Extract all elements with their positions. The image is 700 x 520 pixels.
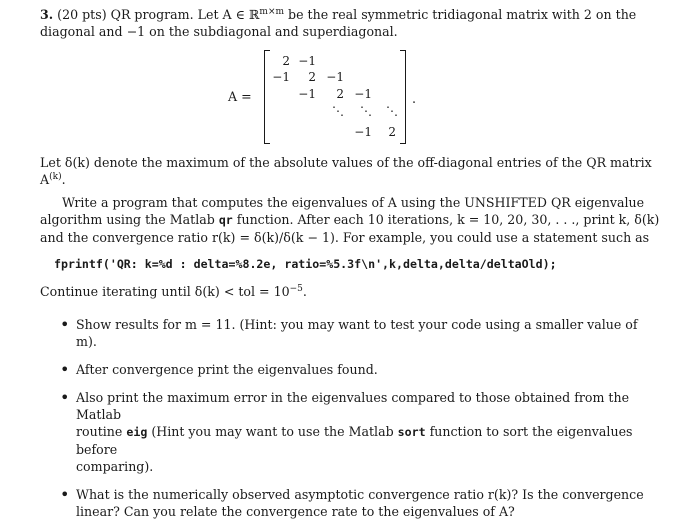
matrix-entry: −1 (298, 54, 316, 68)
program-line-1: Write a program that computes the eigenvalues of A using the UNSHIFTED QR eigenvalue (62, 195, 645, 210)
task-item (56, 316, 656, 350)
task-2-text: After convergence print the eigenvalues found. (76, 362, 378, 377)
matrix-entry: −1 (298, 87, 316, 101)
continue-period: . (302, 284, 307, 299)
problem-statement (40, 6, 670, 40)
task-1-text: Show results for m = 11. (Hint: you may want to test your code using a smaller value of m). (76, 317, 638, 349)
task-3-line-2-post: function to sort the eigenvalues before (76, 424, 633, 457)
intro-text: Let A ∈ ℝ (197, 7, 260, 22)
tolerance-exponent: −5 (289, 283, 303, 294)
write-program-paragraph (40, 194, 670, 246)
program-line-2-pre: algorithm using the Matlab (40, 212, 219, 227)
task-3-line-1: Also print the maximum error in the eigenvalues compared to those obtained from the Matlab (76, 390, 630, 422)
task-3-line-2-pre: routine (76, 424, 127, 439)
task-4-line-2: linear? Can you relate the convergence rate to the eigenvalues of A? (76, 504, 515, 519)
matrix-entry: −1 (272, 70, 290, 84)
task-list (56, 316, 656, 520)
matrix-entry: 2 (308, 70, 316, 84)
matrix-diagonal-dots: ⋱ (360, 104, 373, 118)
problem-points: (20 pts) QR program. (57, 7, 194, 22)
matrix-entry: −1 (354, 125, 372, 139)
eig-code: eig (126, 425, 148, 439)
program-line-2-post: function. After each 10 iterations, k = 10, 20, 30, . . ., print k, δ(k) (232, 212, 660, 227)
matrix-period: . (412, 91, 417, 106)
intro-text-rest: be the real symmetric tridiagonal matrix with 2 on the (284, 7, 637, 22)
matrix-diagonal-dots: ⋱ (332, 104, 345, 118)
delta-period: . (61, 172, 66, 187)
task-item (56, 486, 656, 520)
task-item (56, 361, 656, 378)
right-bracket (400, 50, 406, 144)
matrix-entry: 2 (282, 54, 290, 68)
matrix-entry: −1 (354, 87, 372, 101)
matrix-entry: −1 (326, 70, 344, 84)
delta-superscript: (k) (49, 171, 62, 182)
task-item (56, 389, 656, 475)
task-4-line-1: What is the numerically observed asymptotic convergence ratio r(k)? Is the convergence (76, 487, 644, 502)
delta-line-1: Let δ(k) denote the maximum of the absolute values of the off-diagonal entries of the QR matrix (40, 155, 652, 170)
intro-line-2: diagonal and −1 on the subdiagonal and superdiagonal. (40, 24, 398, 39)
task-3-line-3: comparing). (76, 459, 154, 474)
matrix-entry: 2 (336, 87, 344, 101)
continue-paragraph (40, 283, 670, 300)
matrix-diagonal-dots: ⋱ (386, 104, 399, 118)
problem-number: 3. (40, 7, 54, 22)
program-line-3: and the convergence ratio r(k) = δ(k)/δ(k − 1). For example, you could use a statement such as (40, 230, 650, 245)
intro-superscript: m×m (259, 6, 285, 17)
delta-matrix-symbol: A (40, 172, 50, 187)
delta-definition (40, 154, 670, 188)
matrix-entry: 2 (388, 125, 396, 139)
matrix-lhs: A = (228, 89, 252, 104)
task-3-line-2-mid: (Hint you may want to use the Matlab (147, 424, 398, 439)
tridiagonal-matrix (228, 50, 448, 146)
fprintf-statement: fprintf('QR: k=%d : delta=%8.2e, ratio=%5.3f\n',k,delta,delta/deltaOld); (54, 257, 557, 271)
continue-text: Continue iterating until δ(k) < tol = 10 (40, 284, 290, 299)
qr-function-code: qr (218, 213, 233, 227)
sort-code: sort (397, 425, 426, 439)
